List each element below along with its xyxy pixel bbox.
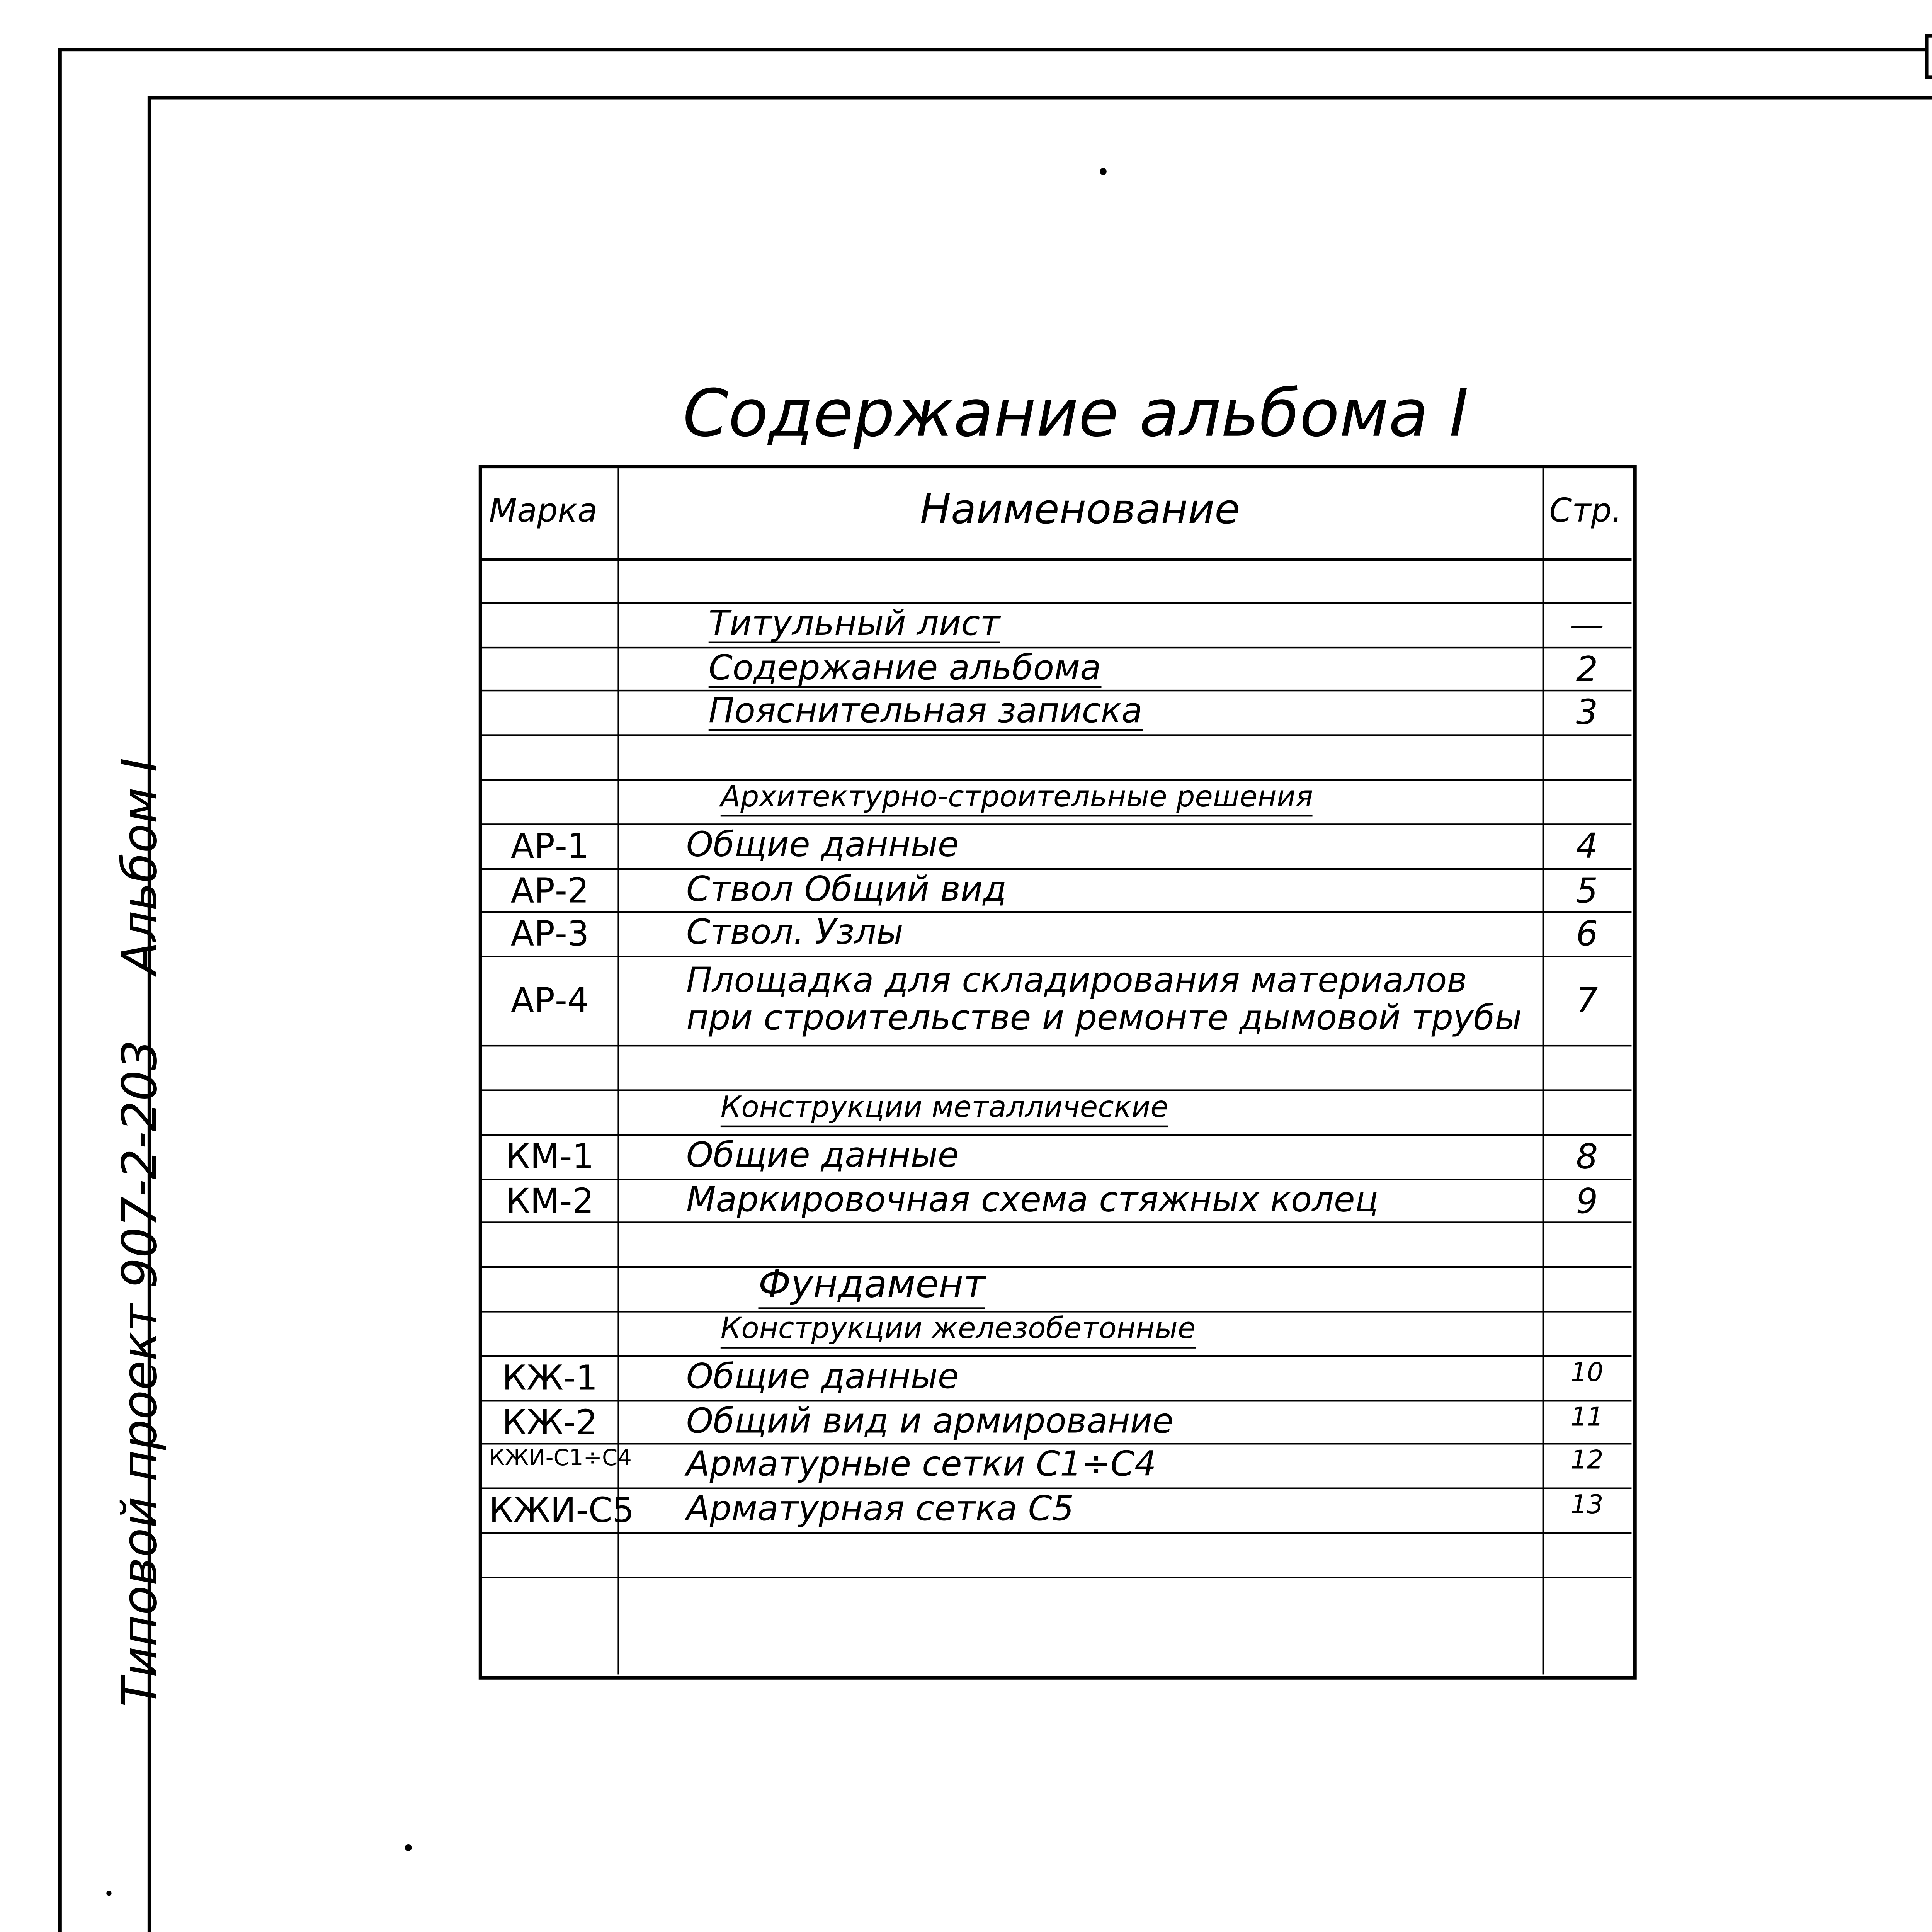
table-row-line	[482, 823, 1632, 825]
table-row-page: —	[1570, 603, 1604, 645]
scan-speck	[405, 1844, 412, 1851]
table-row-line	[482, 956, 1632, 957]
table-row-name: Общие данные	[686, 1355, 959, 1396]
table-row-mark: КЖ-1	[502, 1356, 598, 1398]
table-row-line	[482, 1576, 1632, 1578]
table-row-line	[482, 912, 1632, 913]
table-row-line	[482, 1045, 1632, 1047]
table-row-page: 5	[1576, 869, 1598, 910]
table-row-line	[482, 1134, 1632, 1135]
table-row-mark: КМ-1	[505, 1135, 594, 1177]
table-header-line	[482, 558, 1632, 561]
scan-speck	[1100, 168, 1107, 175]
table-row-mark: АР-2	[510, 869, 589, 910]
table-row-name: Арматурные сетки С1÷С4	[686, 1443, 1156, 1485]
table-row-name: Маркировочная схема стяжных колец	[686, 1178, 1379, 1219]
table-row-mark: КЖИ-С5	[489, 1489, 634, 1531]
table-row-name: Площадка для складирования материалов	[686, 959, 1467, 1001]
table-row-page: 11	[1570, 1401, 1604, 1432]
table-row-name: Ствол. Узлы	[686, 911, 903, 953]
table-row-page: 6	[1576, 913, 1598, 954]
table-row-page: 3	[1576, 692, 1598, 733]
table-row-mark: КМ-2	[505, 1179, 594, 1221]
table-row-name: Общий вид и армирование	[686, 1399, 1173, 1440]
header-page: Стр.	[1549, 492, 1622, 530]
table-row-line	[482, 1532, 1632, 1534]
table-row-mark: АР-1	[510, 825, 589, 866]
table-row-name: Архитектурно-строительные решения	[721, 785, 1313, 817]
table-row-line	[482, 602, 1632, 604]
table-row-line	[482, 1222, 1632, 1224]
header-mark: Марка	[489, 492, 598, 530]
table-row-name: Титульный лист	[708, 602, 1000, 643]
table-row-name: Пояснительная записка	[708, 690, 1143, 731]
side-album-label: Альбом I	[111, 758, 168, 975]
table-row-name: Фундамент	[758, 1268, 985, 1310]
table-row-name: Арматурная сетка С5	[686, 1487, 1074, 1529]
table-row-line	[482, 1267, 1632, 1268]
table-row-line	[482, 867, 1632, 869]
table-row-page: 2	[1576, 648, 1598, 689]
table-row-page: 9	[1576, 1179, 1598, 1221]
table-row-line	[482, 1089, 1632, 1091]
table-row-page: 13	[1570, 1489, 1604, 1520]
table-row-name: Ствол Общий вид	[686, 867, 1007, 908]
table-row-mark: АР-3	[510, 913, 589, 954]
table-row-mark: КЖИ-С1÷С4	[489, 1447, 632, 1473]
scan-speck	[106, 1891, 111, 1896]
contents-table	[479, 465, 1637, 1680]
table-row-mark: КЖ-2	[502, 1401, 598, 1442]
table-row-name-line2: при строительстве и ремонте дымовой трубы	[686, 997, 1522, 1039]
table-row-name: Общие данные	[686, 1133, 959, 1175]
table-row-page: 4	[1576, 825, 1598, 866]
table-row-page: 7	[1576, 980, 1598, 1021]
table-row-page: 12	[1570, 1445, 1604, 1476]
table-row-line	[482, 735, 1632, 736]
album-title: Содержание альбома I	[683, 376, 1469, 451]
table-row-name: Конструкции металлические	[721, 1095, 1168, 1128]
header-name: Наименование	[920, 485, 1240, 534]
table-row-line	[482, 779, 1632, 781]
sheet-number	[1925, 39, 1932, 70]
table-row-page: 8	[1576, 1135, 1598, 1177]
table-row-name: Общие данные	[686, 823, 959, 864]
table-row-page: 10	[1570, 1356, 1604, 1388]
side-project-label: Типовой проект 907-2-203	[111, 1039, 168, 1707]
table-row-mark: АР-4	[510, 980, 589, 1021]
table-row-line	[482, 1311, 1632, 1312]
table-row-name: Конструкции железобетонные	[721, 1316, 1196, 1349]
table-row-line	[482, 1355, 1632, 1357]
table-row-name: Содержание альбома	[708, 646, 1101, 687]
